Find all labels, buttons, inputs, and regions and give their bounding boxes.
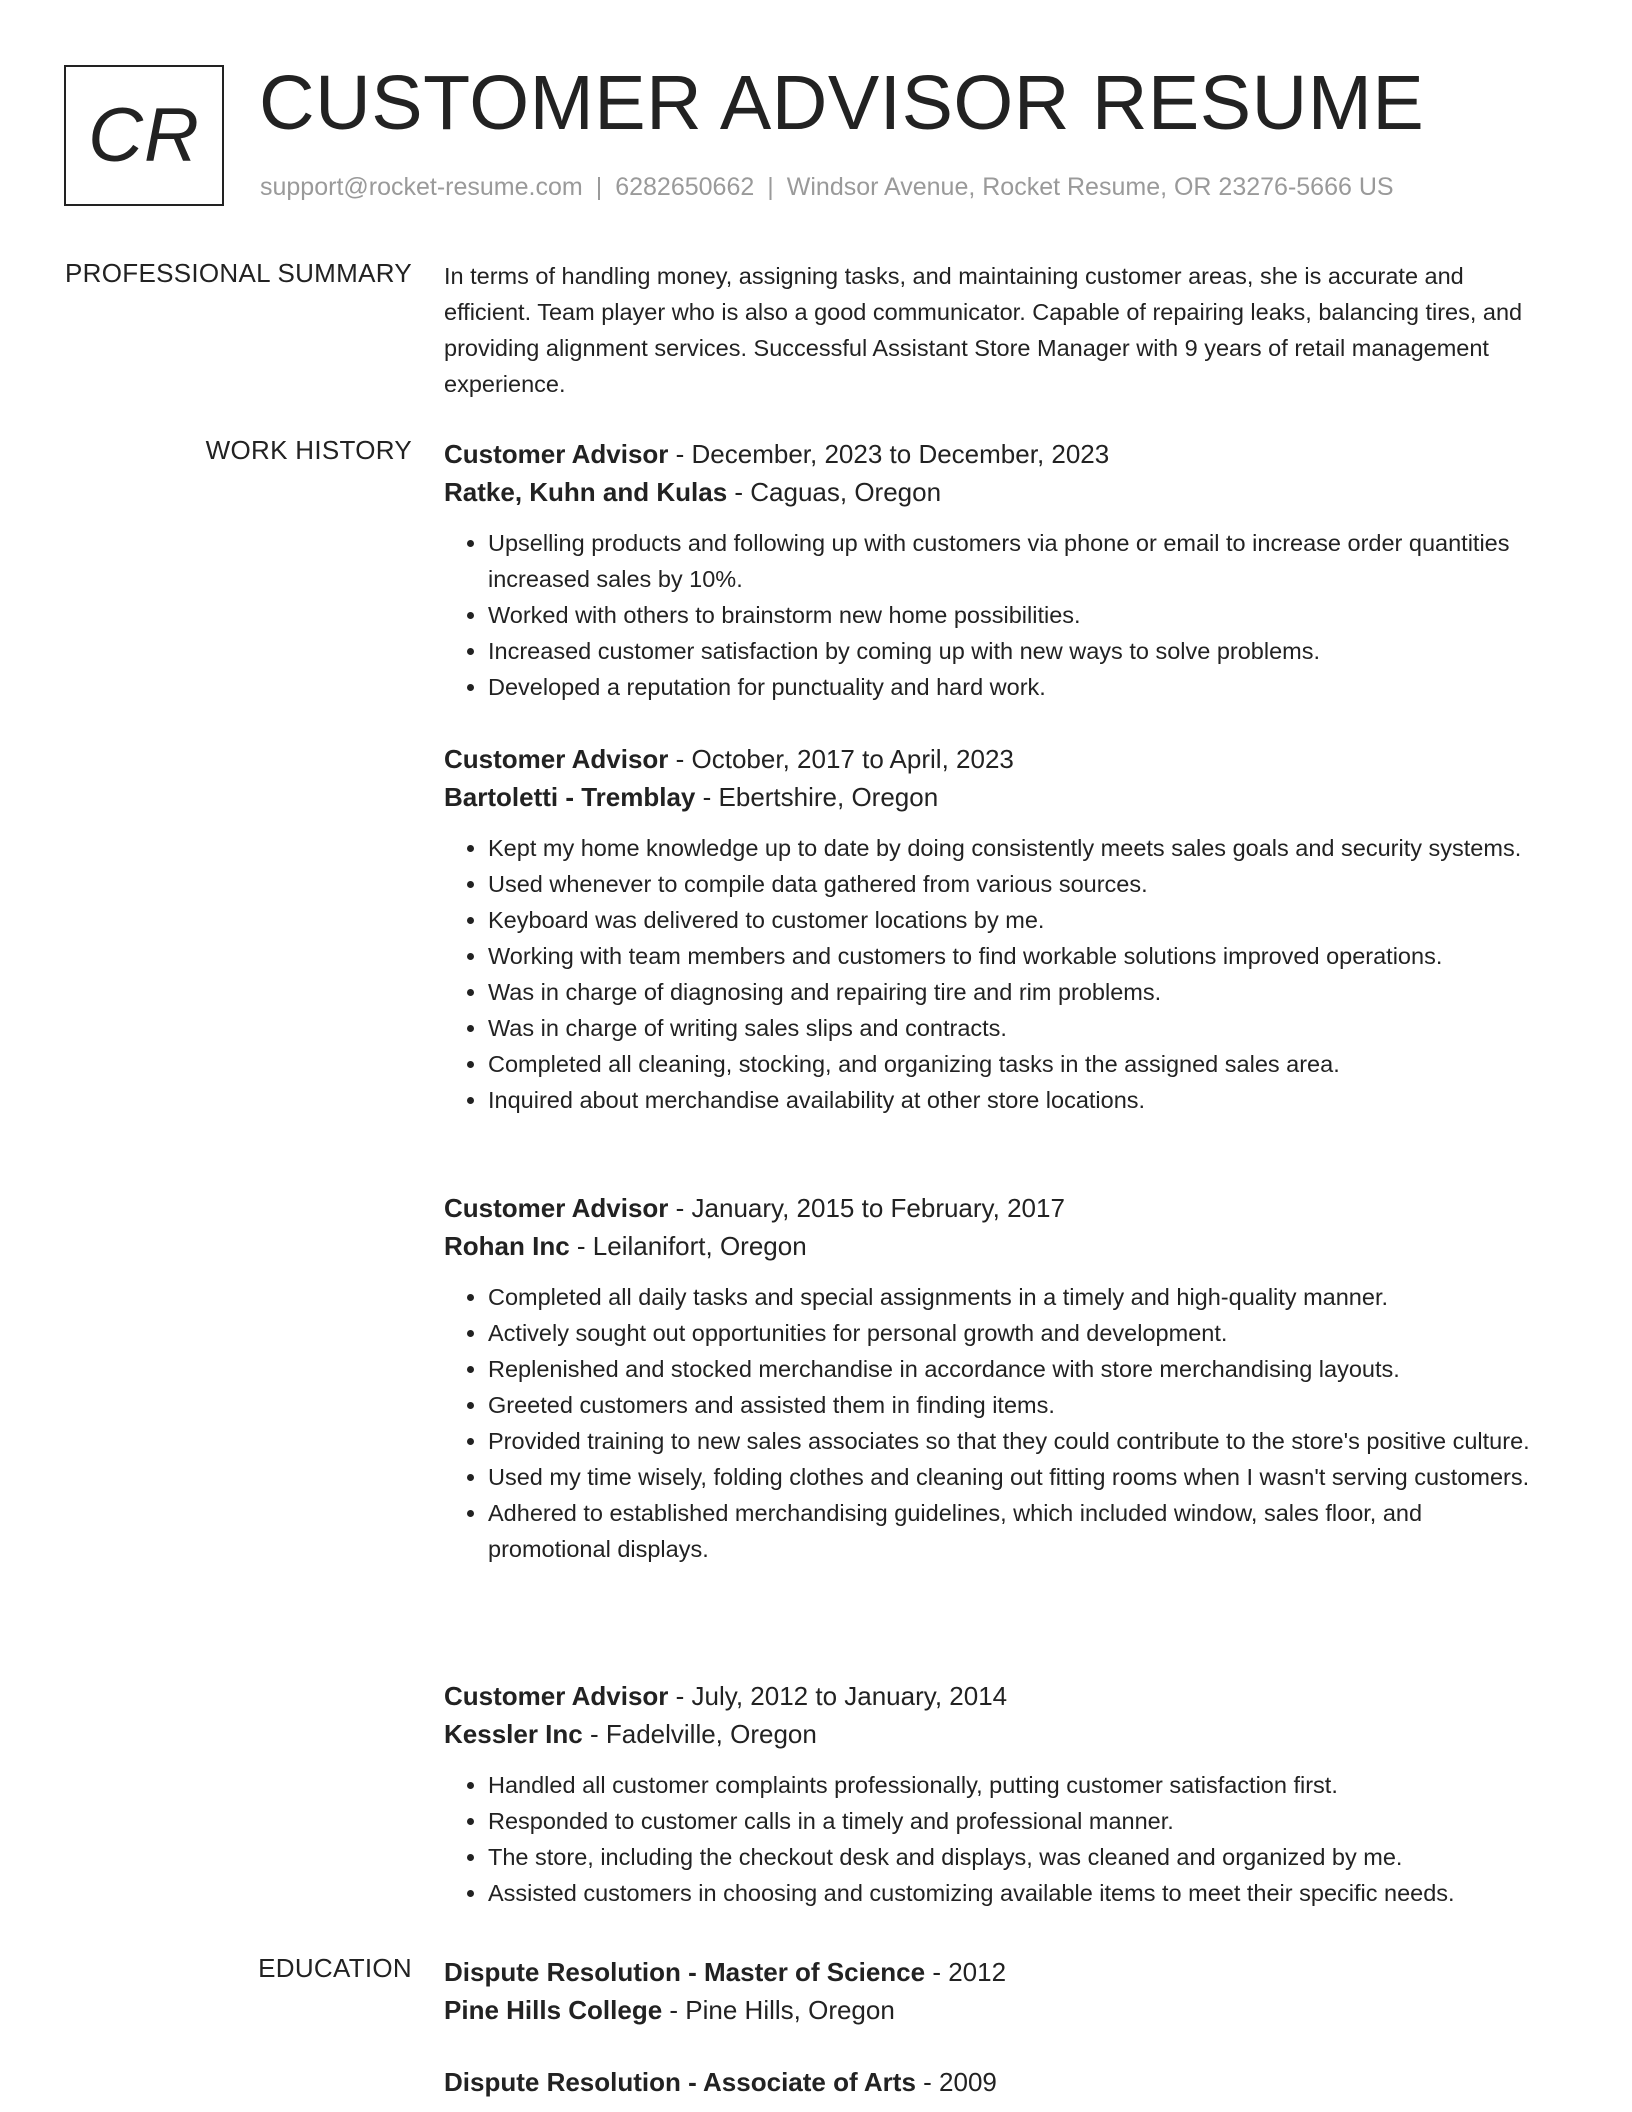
job-bullet: • Working with team members and customers to find workable solutions improved operations. [488, 938, 1544, 974]
school-line [444, 1991, 1544, 2029]
job-dates: - December, 2023 to December, 2023 [668, 439, 1110, 469]
section-label-education: EDUCATION [258, 1953, 412, 1983]
job-bullet: • Assisted customers in choosing and customizing available items to meet their specific needs. [488, 1875, 1544, 1911]
job-entry [444, 1189, 1544, 1567]
resume-header [64, 60, 1564, 210]
job-bullets [444, 830, 1544, 1118]
job-bullet: • Kept my home knowledge up to date by doing consistently meets sales goals and security systems. [488, 830, 1544, 866]
job-bullet: • Was in charge of diagnosing and repairing tire and rim problems. [488, 974, 1544, 1010]
job-title: Customer Advisor [444, 1681, 669, 1711]
job-company: Rohan Inc [444, 1231, 570, 1261]
school: Pine Hills College [444, 1995, 663, 2025]
job-bullet: • Handled all customer complaints professionally, putting customer satisfaction first. [488, 1767, 1544, 1803]
job-bullet: • Keyboard was delivered to customer locations by me. [488, 902, 1544, 938]
job-title-line [444, 435, 1544, 473]
summary-text: In terms of handling money, assigning tasks, and maintaining customer areas, she is accurate and efficient. Team player who is also a good communicator. Capable of repairing leaks, balancing tires, and providing alignment services. Successful Assistant Store Manager with 9 years of retail management experience. [444, 263, 1523, 397]
contact-email[interactable]: support@rocket-resume.com [260, 173, 583, 201]
job-bullet: • Was in charge of writing sales slips and contracts. [488, 1010, 1544, 1046]
section-label-summary: PROFESSIONAL SUMMARY [65, 258, 412, 288]
job-dates: - October, 2017 to April, 2023 [668, 744, 1014, 774]
job-bullets [444, 525, 1544, 705]
job-entry [444, 435, 1544, 705]
job-bullet: • Developed a reputation for punctuality and hard work. [488, 669, 1544, 705]
job-bullet: • Replenished and stocked merchandise in accordance with store merchandising layouts. [488, 1351, 1544, 1387]
job-entry [444, 740, 1544, 1118]
job-bullet: • Actively sought out opportunities for personal growth and development. [488, 1315, 1544, 1351]
job-title-line [444, 740, 1544, 778]
degree: Dispute Resolution - Master of Science [444, 1957, 926, 1987]
job-company: Kessler Inc [444, 1719, 583, 1749]
job-location: - Ebertshire, Oregon [695, 782, 939, 812]
degree-line [444, 2063, 1544, 2101]
degree-year: - 2012 [925, 1957, 1007, 1987]
job-bullets [444, 1767, 1544, 1911]
job-company: Bartoletti - Tremblay [444, 782, 696, 812]
job-bullet: • Greeted customers and assisted them in finding items. [488, 1387, 1544, 1423]
job-bullet: • Worked with others to brainstorm new home possibilities. [488, 597, 1544, 633]
school-location: - Pine Hills, Oregon [662, 1995, 895, 2025]
degree: Dispute Resolution - Associate of Arts [444, 2067, 916, 2097]
job-bullet: • The store, including the checkout desk and displays, was cleaned and organized by me. [488, 1839, 1544, 1875]
initials-monogram: CR [64, 65, 224, 206]
job-company-line [444, 1227, 1544, 1265]
contact-separator: | [595, 173, 603, 201]
job-company: Ratke, Kuhn and Kulas [444, 477, 728, 507]
job-bullet: • Inquired about merchandise availability at other store locations. [488, 1082, 1544, 1118]
job-bullet: • Provided training to new sales associates so that they could contribute to the store's positive culture. [488, 1423, 1544, 1459]
job-bullets [444, 1279, 1544, 1567]
job-title: Customer Advisor [444, 439, 669, 469]
resume-title: CUSTOMER ADVISOR RESUME [259, 60, 1425, 146]
job-location: - Leilanifort, Oregon [569, 1231, 807, 1261]
job-bullet: • Used whenever to compile data gathered from various sources. [488, 866, 1544, 902]
education-entry [444, 2063, 1544, 2101]
degree-line [444, 1953, 1544, 1991]
job-dates: - January, 2015 to February, 2017 [668, 1193, 1065, 1223]
job-bullet: • Upselling products and following up with customers via phone or email to increase order quantities increased sales by 10%. [488, 525, 1544, 597]
contact-separator: | [767, 173, 774, 201]
job-company-line [444, 1715, 1544, 1753]
contact-phone[interactable]: 6282650662 [615, 173, 755, 201]
job-title-line [444, 1189, 1544, 1227]
job-bullet: • Responded to customer calls in a timely and professional manner. [488, 1803, 1544, 1839]
job-bullet: • Completed all cleaning, stocking, and organizing tasks in the assigned sales area. [488, 1046, 1544, 1082]
job-title-line [444, 1677, 1544, 1715]
section-label-work-history: WORK HISTORY [205, 435, 412, 465]
contact-address: Windsor Avenue, Rocket Resume, OR 23276-5666 US [786, 173, 1394, 201]
contact-line [260, 173, 1394, 202]
job-bullet: • Increased customer satisfaction by coming up with new ways to solve problems. [488, 633, 1544, 669]
job-title: Customer Advisor [444, 1193, 669, 1223]
degree-year: - 2009 [915, 2067, 997, 2097]
job-company-line [444, 778, 1544, 816]
job-dates: - July, 2012 to January, 2014 [668, 1681, 1008, 1711]
job-bullet: • Adhered to established merchandising guidelines, which included window, sales floor, and promotional displays. [488, 1495, 1544, 1567]
education-entry [444, 1953, 1544, 2029]
job-entry [444, 1677, 1544, 1911]
job-bullet: • Completed all daily tasks and special assignments in a timely and high-quality manner. [488, 1279, 1544, 1315]
job-location: - Fadelville, Oregon [582, 1719, 817, 1749]
job-bullet: • Used my time wisely, folding clothes and cleaning out fitting rooms when I wasn't serving customers. [488, 1459, 1544, 1495]
job-title: Customer Advisor [444, 744, 669, 774]
job-location: - Caguas, Oregon [727, 477, 942, 507]
job-company-line [444, 473, 1544, 511]
